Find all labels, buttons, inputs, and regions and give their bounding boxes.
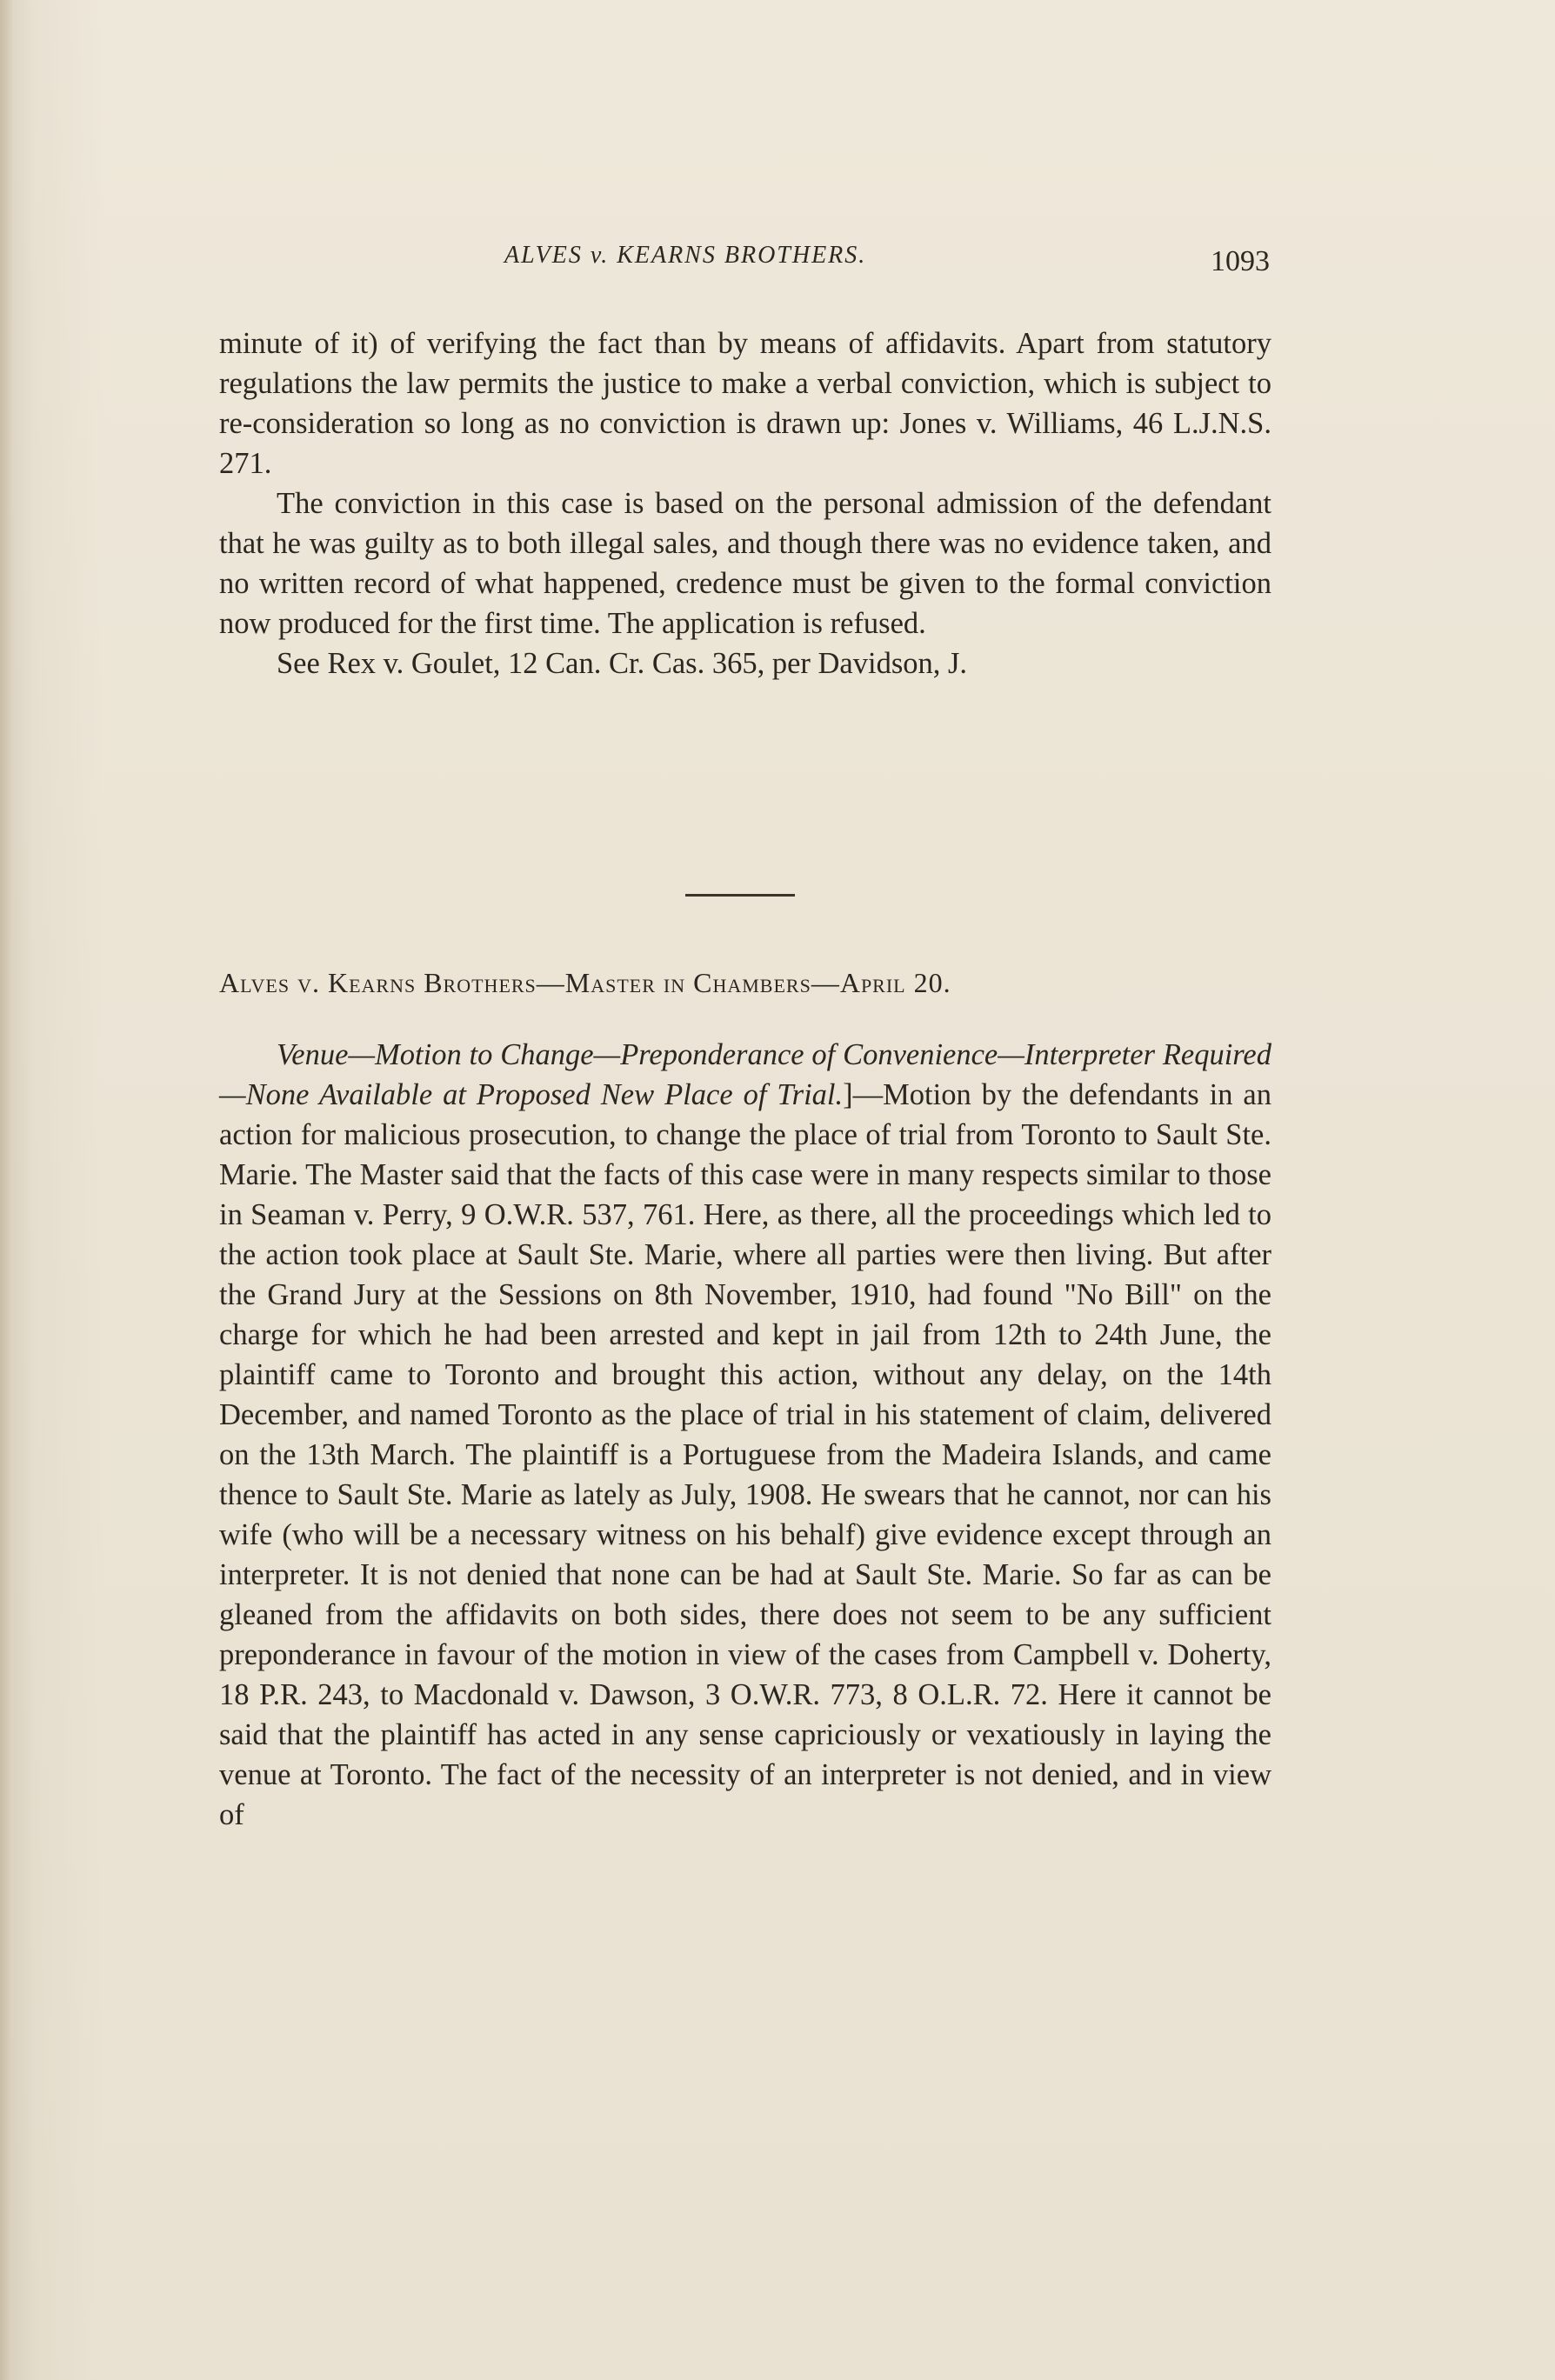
previous-case-conclusion: [219, 323, 1271, 683]
case-report: [219, 1035, 1271, 1835]
paragraph-continuation: minute of it) of verifying the fact than by means of affidavits. Apart from statutory regulations the law permits the justice to make a verbal conviction, which is subject to re-consideration so long as no conviction is drawn up: Jones v. Williams, 46 L.J.N.S. 271.: [219, 327, 1271, 480]
page-number: 1093: [1211, 245, 1270, 277]
paragraph-citation: See Rex v. Goulet, 12 Can. Cr. Cas. 365, per Davidson, J.: [277, 647, 968, 680]
page-header: [217, 242, 1270, 285]
section-divider: [685, 894, 795, 897]
headnote: Venue—Motion to Change—Preponderance of Convenience—Interpreter Required—None Available at Proposed New Place of Trial.: [219, 1038, 1271, 1111]
case-body: ]—Motion by the defendants in an action for malicious prosecution, to change the place of trial from Toronto to Sault Ste. Marie. The Master said that the facts of this case were in many respects similar to those in Seaman v. Perry, 9 O.W.R. 537, 761. Here, as there, all the proceedings which led to the action took place at Sault Ste. Marie, where all parties were then living. But after the Grand Jury at the Sessions on 8th November, 1910, had found "No Bill" on the charge for which he had been arrested and kept in jail from 12th to 24th June, the plaintiff came to Toronto and brought this action, without any delay, on the 14th December, and named Toronto as the place of trial in his statement of claim, delivered on the 13th March. The plaintiff is a Portuguese from the Madeira Islands, and came thence to Sault Ste. Marie as lately as July, 1908. He swears that he cannot, nor can his wife (who will be a necessary witness on his behalf) give evidence except through an interpreter. It is not denied that none can be had at Sault Ste. Marie. So far as can be gleaned from the affidavits on both sides, there does not seem to be any sufficient preponderance in favour of the motion in view of the cases from Campbell v. Doherty, 18 P.R. 243, to Macdonald v. Dawson, 3 O.W.R. 773, 8 O.L.R. 72. Here it cannot be said that the plaintiff has acted in any sense capriciously or vexatiously in laying the venue at Toronto. The fact of the necessity of an interpreter is not denied, and in view of: [219, 1078, 1271, 1831]
paragraph-conviction: The conviction in this case is based on the personal admission of the defendant that he was guilty as to both illegal sales, and though there was no evidence taken, and no written record of what happened, credence must be given to the formal conviction now produced for the first time. The application is refused.: [219, 487, 1271, 640]
case-paragraph: [219, 1035, 1271, 1835]
case-title: Alves v. Kearns Brothers—Master in Chambers—April 20.: [219, 967, 951, 998]
running-head: ALVES v. KEARNS BROTHERS.: [504, 242, 867, 269]
page-gutter-edge: [0, 0, 12, 2380]
